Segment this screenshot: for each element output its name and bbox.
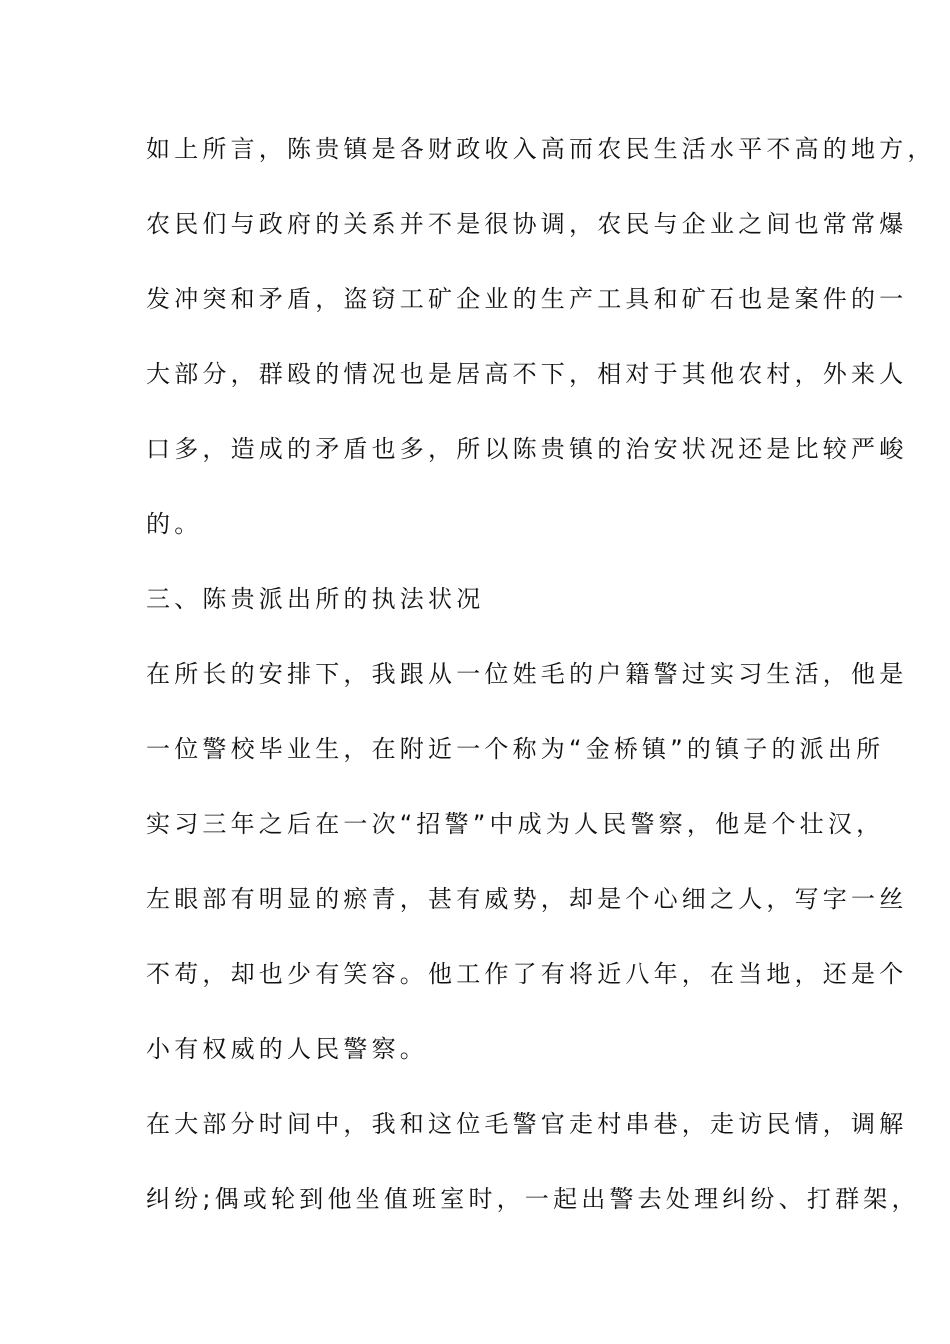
text-line: 农民们与政府的关系并不是很协调，农民与企业之间也常常爆 — [146, 210, 908, 238]
text-line: 在大部分时间中，我和这位毛警官走村串巷，走访民情，调解 — [146, 1110, 908, 1138]
section-heading: 三、陈贵派出所的执法状况 — [146, 585, 485, 613]
text-line: 在所长的安排下，我跟从一位姓毛的户籍警过实习生活，他是 — [146, 660, 908, 688]
text-line: 大部分，群殴的情况也是居高不下，相对于其他农村，外来人 — [146, 360, 908, 388]
text-line: 口多，造成的矛盾也多，所以陈贵镇的治安状况还是比较严峻 — [146, 435, 908, 463]
text-line: 左眼部有明显的瘀青，甚有威势，却是个心细之人，写字一丝 — [146, 885, 908, 913]
text-line: 发冲突和矛盾，盗窃工矿企业的生产工具和矿石也是案件的一 — [146, 285, 908, 313]
text-line: 如上所言，陈贵镇是各财政收入高而农民生活水平不高的地方， — [146, 135, 936, 163]
text-line: 的。 — [146, 510, 203, 538]
text-line: 纠纷;偶或轮到他坐值班室时，一起出警去处理纠纷、打群架， — [146, 1185, 920, 1213]
text-line: 小有权威的人民警察。 — [146, 1035, 428, 1063]
text-line: 一位警校毕业生，在附近一个称为“金桥镇”的镇子的派出所 — [146, 735, 885, 763]
text-line: 实习三年之后在一次“招警”中成为人民警察，他是个壮汉， — [146, 810, 885, 838]
text-line: 不苟，却也少有笑容。他工作了有将近八年，在当地，还是个 — [146, 960, 908, 988]
